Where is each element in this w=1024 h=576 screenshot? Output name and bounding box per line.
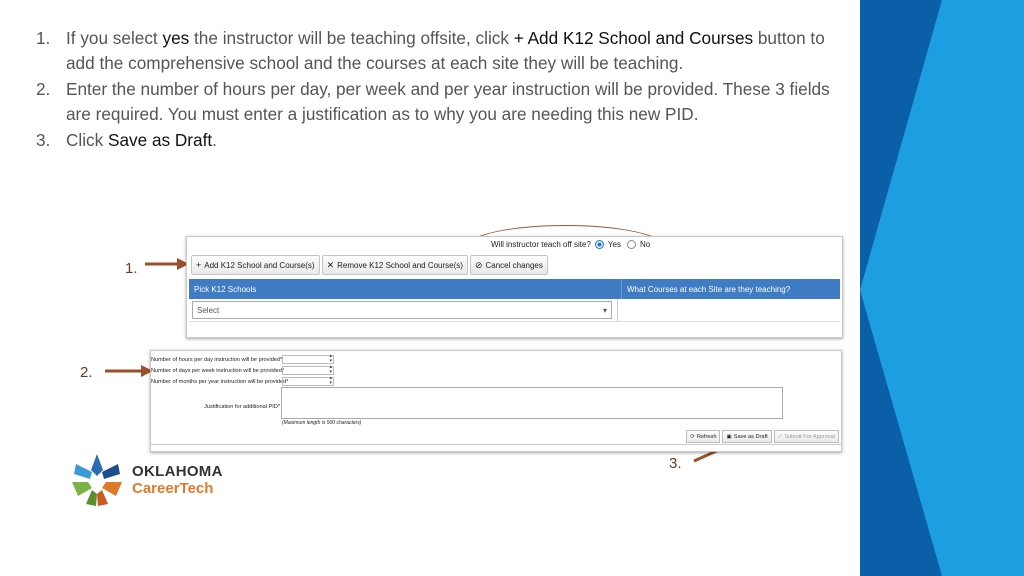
spinner-icon[interactable]: ▴ ▾: [329, 364, 332, 375]
instruction-step-2: 2. Enter the number of hours per day, per week and per year instruction will be provided. These 3 fields are required. You must enter a justification as to why you are needing this new PID.: [36, 78, 830, 125]
instruction-hours-panel: [150, 350, 842, 452]
refresh-icon: ⟳: [690, 433, 695, 440]
no-radio[interactable]: [627, 240, 636, 249]
save-as-draft-button[interactable]: ▣ Save as Draft: [722, 430, 771, 443]
step-marker-3: 3.: [669, 455, 682, 472]
submit-for-approval-button[interactable]: ✓ Submit For Approval: [774, 430, 839, 443]
spinner-icon[interactable]: ▴ ▾: [329, 353, 332, 364]
grid-header: [189, 279, 840, 299]
yes-radio[interactable]: [595, 240, 604, 249]
panel-toolbar: [191, 255, 548, 275]
spinner-icon[interactable]: ▴ ▾: [329, 375, 332, 386]
save-icon: ▣: [726, 433, 732, 440]
hours-per-day-row: Number of hours per day instruction will be provided* ▴ ▾: [151, 353, 332, 364]
hours-per-day-input[interactable]: [282, 355, 334, 364]
courses-cell[interactable]: [617, 299, 840, 321]
add-k12-school-button[interactable]: + Add K12 School and Course(s): [191, 255, 320, 275]
school-select[interactable]: Select ▾: [192, 301, 612, 319]
months-per-year-input[interactable]: [282, 377, 334, 386]
decorative-band: [860, 0, 1024, 576]
instruction-step-3: 3. Click Save as Draft.: [36, 129, 217, 150]
remove-k12-school-button[interactable]: ✕ Remove K12 School and Course(s): [322, 255, 468, 275]
close-icon: ✕: [326, 259, 335, 270]
plus-icon: +: [196, 260, 202, 270]
column-header-courses[interactable]: What Courses at each Site are they teaching?: [627, 284, 791, 294]
instruction-list: [36, 26, 856, 153]
arrow-icon: [104, 362, 154, 380]
oklahoma-careertech-logo: OKLAHOMA CareerTech: [68, 452, 223, 508]
k12-schools-panel: [186, 236, 843, 338]
justification-label: Justification for additional PID*: [204, 404, 280, 410]
offsite-question: Will instructor teach off site? Yes No: [491, 239, 651, 249]
months-per-year-row: Number of months per year instruction will be provided* ▴ ▾: [151, 375, 332, 386]
days-per-week-input[interactable]: [282, 366, 334, 375]
form-buttons: [686, 430, 839, 443]
justification-textarea[interactable]: [281, 387, 783, 419]
dropdown-arrow-icon: ▾: [602, 305, 607, 315]
step-marker-2: 2.: [80, 364, 93, 381]
column-header-schools[interactable]: Pick K12 Schools: [189, 279, 622, 299]
cancel-icon: ⊘: [474, 259, 483, 270]
days-per-week-row: Number of days per week instruction will be provided* ▴ ▾: [151, 364, 332, 375]
refresh-button[interactable]: ⟳ Refresh: [686, 430, 720, 443]
instruction-step-1: 1. If you select yes the instructor will be teaching offsite, click + Add K12 School and Courses button to add the comprehensive school and the courses at each site they will be teaching.: [36, 28, 825, 74]
cancel-changes-button[interactable]: ⊘ Cancel changes: [470, 255, 548, 275]
max-length-note: (Maximum length is 500 characters): [282, 420, 362, 426]
step-marker-1: 1.: [125, 260, 138, 277]
check-icon: ✓: [777, 433, 783, 440]
table-row: [189, 299, 840, 321]
star-logo-icon: [68, 452, 126, 508]
arrow-icon: [144, 255, 190, 273]
